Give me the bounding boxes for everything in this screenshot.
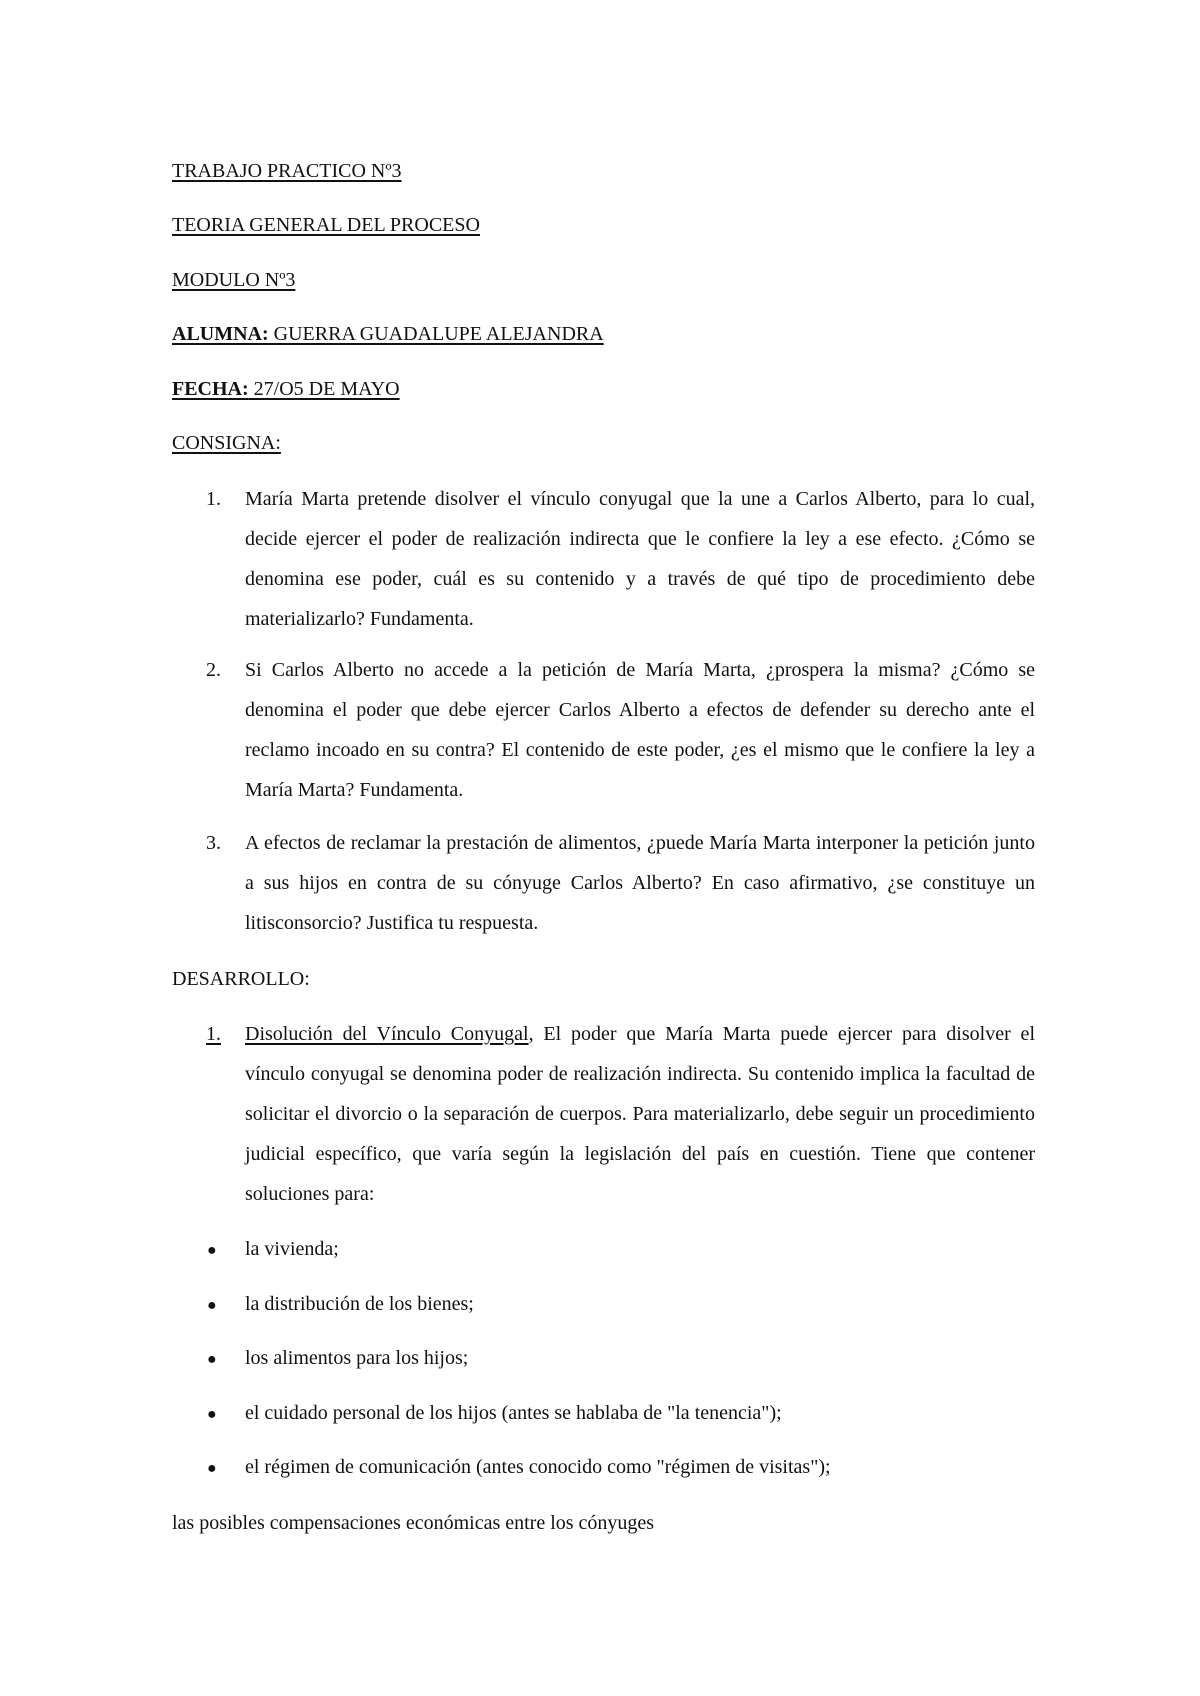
desarrollo-item-paragraph bbox=[245, 1014, 1035, 1214]
subject-title: TEORIA GENERAL DEL PROCESO bbox=[172, 214, 480, 236]
desarrollo-item-number: 1. bbox=[206, 1023, 221, 1045]
student-line bbox=[172, 321, 604, 347]
consigna-item-number: 2. bbox=[206, 659, 221, 681]
consigna-item-text: María Marta pretende disolver el vínculo conyugal que la une a Carlos Alberto, para lo cual, decide ejercer el poder de realización indirecta que le confiere la ley a ese efecto. ¿Cómo se denomina ese poder, cuál es su contenido y a través de qué tipo de procedimiento debe materializarlo? Fundamenta. bbox=[245, 488, 1035, 630]
desarrollo-item-title: Disolución del Vínculo Conyugal bbox=[245, 1023, 529, 1045]
consigna-item-number: 3. bbox=[206, 832, 221, 854]
bullet-icon: ● bbox=[207, 1406, 217, 1423]
list-item: la vivienda; bbox=[245, 1238, 339, 1260]
consigna-item-number: 1. bbox=[206, 488, 221, 510]
list-item: los alimentos para los hijos; bbox=[245, 1347, 469, 1369]
desarrollo-heading: DESARROLLO: bbox=[172, 968, 310, 990]
bullet-icon: ● bbox=[207, 1460, 217, 1477]
date-label: FECHA: bbox=[172, 378, 249, 400]
bullet-icon: ● bbox=[207, 1297, 217, 1314]
consigna-item-text: Si Carlos Alberto no accede a la petición de María Marta, ¿prospera la misma? ¿Cómo se denomina el poder que debe ejercer Carlos Alberto a efectos de defender su derecho ante el reclamo incoado en su contra? El contenido de este poder, ¿es el mismo que le confiere la ley a María Marta? Fundamenta. bbox=[245, 659, 1035, 801]
list-item: la distribución de los bienes; bbox=[245, 1293, 474, 1315]
student-label: ALUMNA: bbox=[172, 323, 269, 345]
date-line bbox=[172, 376, 400, 402]
list-item: el cuidado personal de los hijos (antes se hablaba de "la tenencia"); bbox=[245, 1402, 782, 1424]
date-value: 27/O5 DE MAYO bbox=[248, 378, 400, 400]
student-name: GUERRA GUADALUPE ALEJANDRA bbox=[268, 323, 604, 345]
desarrollo-item-text: , El poder que María Marta puede ejercer para disolver el vínculo conyugal se denomina poder de realización indirecta. Su contenido implica la facultad de solicitar el divorcio o la separación de cuerpos. Para materializarlo, debe seguir un procedimiento judicial específico, que varía según la legislación del país en cuestión. Tiene que contener soluciones para: bbox=[245, 1023, 1035, 1205]
consigna-item-text: A efectos de reclamar la prestación de alimentos, ¿puede María Marta interponer la petición junto a sus hijos en contra de su cónyuge Carlos Alberto? En caso afirmativo, ¿se constituye un litisconsorcio? Justifica tu respuesta. bbox=[245, 832, 1035, 934]
bullet-icon: ● bbox=[207, 1242, 217, 1259]
consigna-heading: CONSIGNA: bbox=[172, 432, 281, 454]
document-title: TRABAJO PRACTICO Nº3 bbox=[172, 160, 402, 182]
bullet-icon: ● bbox=[207, 1351, 217, 1368]
module-title: MODULO Nº3 bbox=[172, 269, 296, 291]
list-item: el régimen de comunicación (antes conocido como "régimen de visitas"); bbox=[245, 1456, 831, 1478]
closing-text: las posibles compensaciones económicas entre los cónyuges bbox=[172, 1512, 655, 1534]
